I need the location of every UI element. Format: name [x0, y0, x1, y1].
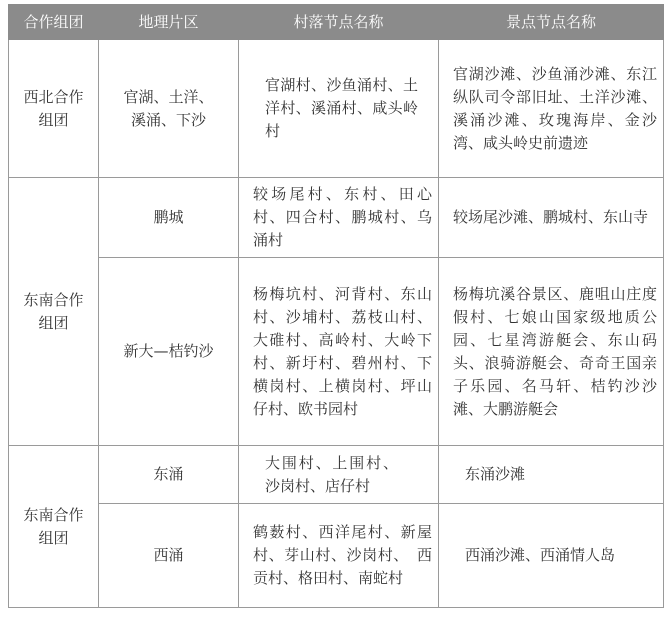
table-row [9, 178, 664, 258]
header-village-nodes: 村落节点名称 [239, 5, 439, 40]
scenic-cell: 杨梅坑溪谷景区、鹿咀山庄度假村、七娘山国家级地质公园、七星湾游艇会、东山码头、浪骑游艇会、奇奇王国亲子乐园、名马轩、桔钓沙沙滩、大鹏游艇会 [439, 258, 664, 446]
table-body [9, 40, 664, 608]
scenic-cell: 西涌沙滩、西涌情人岛 [439, 504, 664, 608]
table-row [9, 40, 664, 178]
village-cell: 官湖村、沙鱼涌村、土洋村、溪涌村、咸头岭村 [239, 40, 439, 178]
header-region: 地理片区 [99, 5, 239, 40]
group-cell: 东南合作组团 [9, 178, 99, 446]
table-header [9, 5, 664, 40]
table-row [9, 258, 664, 446]
village-cell: 杨梅坑村、河背村、东山村、沙埔村、荔枝山村、大碓村、高岭村、大岭下村、新圩村、碧州村、下横岗村、上横岗村、坪山仔村、欧书园村 [239, 258, 439, 446]
cooperation-group-table [8, 4, 664, 608]
table-row [9, 504, 664, 608]
region-cell: 官湖、土洋、溪涌、下沙 [99, 40, 239, 178]
village-cell: 鹤薮村、西洋尾村、新屋村、芽山村、沙岗村、 西贡村、格田村、南蛇村 [239, 504, 439, 608]
scenic-cell: 东涌沙滩 [439, 446, 664, 504]
village-cell: 较场尾村、东村、田心村、四合村、鹏城村、乌涌村 [239, 178, 439, 258]
region-cell: 西涌 [99, 504, 239, 608]
header-group: 合作组团 [9, 5, 99, 40]
header-scenic-nodes: 景点节点名称 [439, 5, 664, 40]
village-cell: 大围村、上围村、沙岗村、店仔村 [239, 446, 439, 504]
scenic-cell: 较场尾沙滩、鹏城村、东山寺 [439, 178, 664, 258]
scenic-cell: 官湖沙滩、沙鱼涌沙滩、东江纵队司令部旧址、土洋沙滩、溪涌沙滩、玫瑰海岸、金沙湾、咸头岭史前遗迹 [439, 40, 664, 178]
region-cell: 新大—桔钓沙 [99, 258, 239, 446]
group-cell: 东南合作组团 [9, 446, 99, 608]
region-cell: 鹏城 [99, 178, 239, 258]
group-cell: 西北合作组团 [9, 40, 99, 178]
header-row [9, 5, 664, 40]
table-row [9, 446, 664, 504]
region-cell: 东涌 [99, 446, 239, 504]
